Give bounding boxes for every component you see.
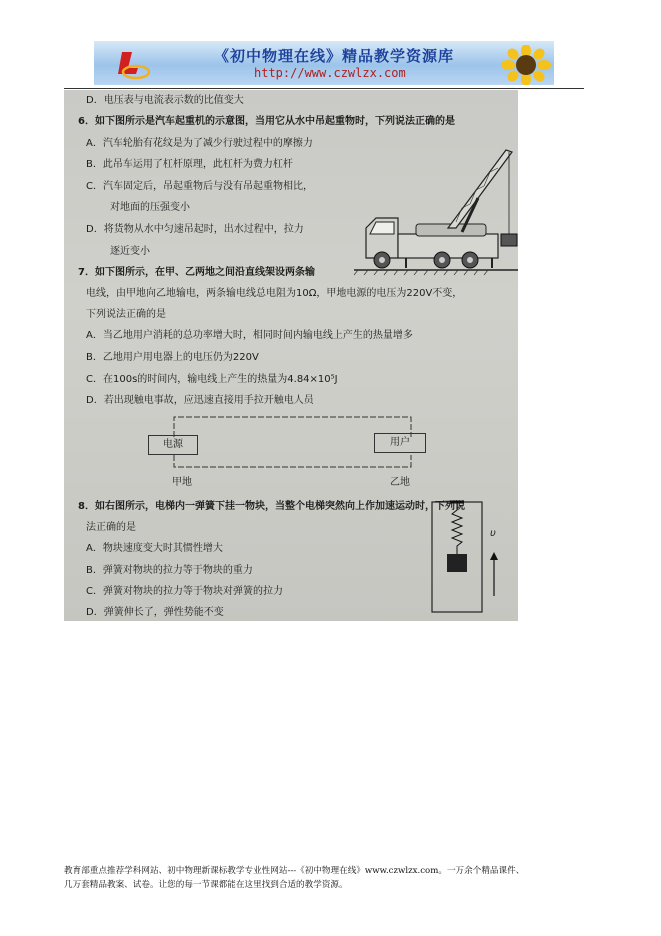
crane-truck-figure: [350, 146, 522, 276]
q6-option-a: A．汽车轮胎有花纹是为了减少行驶过程中的摩擦力: [86, 138, 313, 149]
q7-option-c: C．在100s的时间内，输电线上产生的热量为4.84×10⁵J: [86, 374, 338, 385]
q8-stem-line2: 法正确的是: [86, 522, 136, 533]
logo-icon: [116, 48, 150, 80]
q6-option-c-line1: C．汽车固定后，吊起重物后与没有吊起重物相比，: [86, 181, 313, 192]
banner-url[interactable]: http://www.czwlzx.com: [254, 66, 406, 80]
q5-option-d: D．电压表与电流表示数的比值变大: [86, 95, 244, 106]
place-b-label: 乙地: [390, 477, 410, 488]
q8-option-a: A．物块速度变大时其惯性增大: [86, 543, 223, 554]
place-a-label: 甲地: [172, 477, 192, 488]
sunflower-icon: [500, 45, 552, 85]
q8-option-b: B．弹簧对物块的拉力等于物块的重力: [86, 565, 253, 576]
power-line-diagram: [136, 413, 436, 493]
scanned-exam-page: [64, 90, 518, 621]
footer-line-1: 教育部重点推荐学科网站、初中物理新课标教学专业性网站---《初中物理在线》www.czwlzx.com。一万余个精品课件、: [64, 866, 525, 876]
q7-stem-line1: 7．如下图所示，在甲、乙两地之间沿直线架设两条输: [78, 267, 315, 278]
velocity-label: υ: [490, 528, 496, 539]
q7-option-a: A．当乙地用户消耗的总功率增大时，相同时间内输电线上产生的热量增多: [86, 330, 413, 341]
q6-option-d-line1: D．将货物从水中匀速吊起时，出水过程中，拉力: [86, 224, 304, 235]
q8-option-d: D．弹簧伸长了，弹性势能不变: [86, 607, 224, 618]
q7-option-b: B．乙地用户用电器上的电压仍为220V: [86, 352, 259, 363]
footer-line-2: 几万套精品教案、试卷。让您的每一节课都能在这里找到合适的教学资源。: [64, 880, 348, 890]
page-footer: [64, 864, 604, 892]
q6-option-d-line2: 逐近变小: [110, 246, 150, 257]
header-banner: [94, 41, 554, 85]
q8-option-c: C．弹簧对物块的拉力等于物块对弹簧的拉力: [86, 586, 283, 597]
banner-title: 《初中物理在线》精品教学资源库: [214, 47, 455, 65]
q6-option-c-line2: 对地面的压强变小: [110, 202, 190, 213]
header-rule: [64, 88, 584, 89]
elevator-spring-figure: [428, 498, 508, 614]
q6-stem: 6．如下图所示是汽车起重机的示意图，当用它从水中吊起重物时，下列说法正确的是: [78, 116, 455, 127]
elevator-diagram: [428, 498, 508, 614]
power-source-box: 电源: [148, 435, 198, 455]
q7-stem-line2: 电线，由甲地向乙地输电，两条输电线总电阻为10Ω，甲地电源的电压为220V不变，: [86, 288, 463, 299]
q8-stem-line1: 8．如右图所示，电梯内一弹簧下挂一物块，当整个电梯突然向上作加速运动时，下列说: [78, 501, 465, 512]
q7-option-d: D．若出现触电事故，应迅速直接用手拉开触电人员: [86, 395, 314, 406]
user-load-box: 用户: [374, 433, 426, 453]
q6-option-b: B．此吊车运用了杠杆原理，此杠杆为费力杠杆: [86, 159, 293, 170]
q7-stem-line3: 下列说法正确的是: [86, 309, 166, 320]
